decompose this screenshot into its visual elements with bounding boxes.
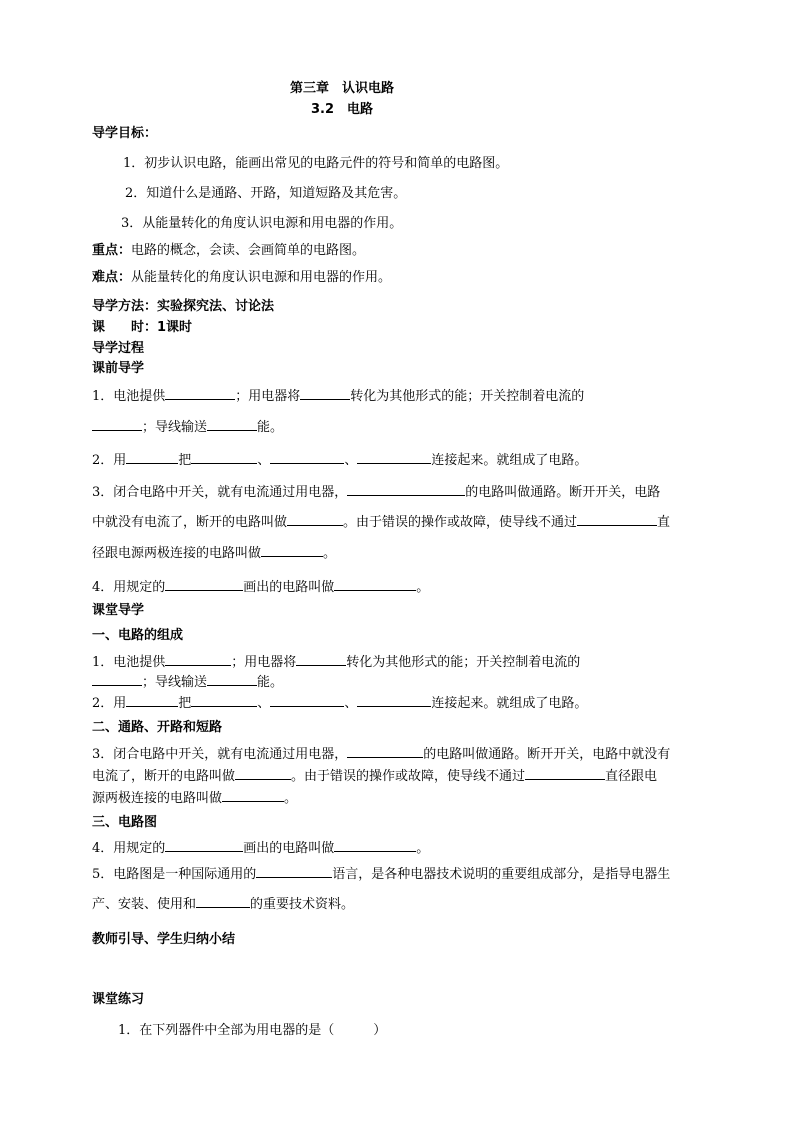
period-line bbox=[92, 319, 192, 337]
question-text: 的重要技术资料。 bbox=[250, 897, 355, 912]
objective-item: 3．从能量转化的角度认识电源和用电器的作用。 bbox=[121, 216, 403, 231]
page-subtitle: 3.2 电路 bbox=[310, 102, 374, 117]
method-line: 导学方法：实验探究法、讨论法 bbox=[92, 299, 275, 314]
practice-q1: 1．在下列器件中全部为用电器的是（ ） bbox=[118, 1023, 387, 1038]
fill-blank bbox=[126, 693, 178, 707]
question-text: 3．闭合电路中开关，就有电流通过用电器， bbox=[92, 485, 348, 500]
fill-blank bbox=[287, 512, 343, 526]
question-text: 、 bbox=[344, 453, 358, 468]
question-text: 5．电路图是一种国际通用的 bbox=[92, 867, 257, 882]
question-text: 转化为其他形式的能；开关控制着电流的 bbox=[346, 655, 581, 670]
fill-blank bbox=[261, 543, 323, 557]
question-text: 4．用规定的 bbox=[92, 841, 166, 856]
fill-blank bbox=[207, 417, 257, 431]
question-text: 把 bbox=[178, 696, 192, 711]
key-point bbox=[92, 242, 365, 260]
question-text: 。由于错误的操作或故障，使导线不通过 bbox=[343, 515, 578, 530]
fill-blank bbox=[235, 766, 291, 780]
difficult-point-text: 从能量转化的角度认识电源和用电器的作用。 bbox=[131, 270, 392, 285]
question-text: ；用电器将 bbox=[235, 389, 301, 404]
fill-blank bbox=[196, 894, 250, 908]
fill-blank bbox=[334, 838, 416, 852]
pre-class-q1-line1 bbox=[92, 386, 584, 406]
in-class-q3-line1 bbox=[92, 744, 670, 764]
question-text: 、 bbox=[257, 453, 271, 468]
question-text: 1．电池提供 bbox=[92, 655, 166, 670]
key-point-label: 重点： bbox=[92, 243, 132, 258]
fill-blank bbox=[270, 450, 344, 464]
fill-blank bbox=[92, 672, 142, 686]
question-text: 1．电池提供 bbox=[92, 389, 166, 404]
question-text: 、 bbox=[257, 696, 271, 711]
difficult-point bbox=[92, 269, 391, 287]
question-text: 把 bbox=[178, 453, 192, 468]
question-text: 能。 bbox=[257, 675, 284, 690]
question-text: 2．用 bbox=[92, 453, 127, 468]
pre-class-q4 bbox=[92, 577, 429, 597]
question-text: 电流了，断开的电路叫做 bbox=[92, 769, 236, 784]
section-heading: 一、电路的组成 bbox=[92, 628, 184, 643]
fill-blank bbox=[165, 577, 243, 591]
pre-class-heading: 课前导学 bbox=[92, 361, 145, 376]
question-text: 2．用 bbox=[92, 696, 127, 711]
process-heading: 导学过程 bbox=[92, 341, 145, 356]
question-text: 转化为其他形式的能；开关控制着电流的 bbox=[350, 389, 585, 404]
question-text: 。 bbox=[416, 841, 430, 856]
fill-blank bbox=[191, 450, 257, 464]
fill-blank bbox=[347, 744, 423, 758]
fill-blank bbox=[191, 693, 257, 707]
question-text: 源两极连接的电路叫做 bbox=[92, 791, 223, 806]
pre-class-q2 bbox=[92, 450, 587, 470]
fill-blank bbox=[222, 788, 284, 802]
objectives-heading: 导学目标： bbox=[92, 126, 158, 141]
question-text: 产、安装、使用和 bbox=[92, 897, 197, 912]
fill-blank bbox=[165, 838, 243, 852]
in-class-q3-line2 bbox=[92, 766, 657, 786]
difficult-point-label: 难点： bbox=[92, 270, 132, 285]
question-text: 直径跟电 bbox=[605, 769, 658, 784]
question-text: ；导线输送 bbox=[142, 420, 208, 435]
fill-blank bbox=[357, 693, 431, 707]
question-text: 。 bbox=[323, 546, 337, 561]
in-class-q4 bbox=[92, 838, 429, 858]
question-text: 。 bbox=[284, 791, 298, 806]
question-text: 直 bbox=[657, 515, 671, 530]
fill-blank bbox=[92, 417, 142, 431]
in-class-q2 bbox=[92, 693, 587, 713]
question-text: 画出的电路叫做 bbox=[243, 841, 335, 856]
pre-class-q3-line1 bbox=[92, 482, 660, 502]
fill-blank bbox=[296, 652, 346, 666]
section-heading: 二、通路、开路和短路 bbox=[92, 720, 223, 735]
summary-heading: 教师引导、学生归纳小结 bbox=[92, 932, 236, 947]
fill-blank bbox=[165, 652, 231, 666]
question-text: 。 bbox=[416, 580, 430, 595]
period-value: 1课时 bbox=[157, 320, 193, 335]
fill-blank bbox=[577, 512, 657, 526]
fill-blank bbox=[270, 693, 344, 707]
pre-class-q1-line2 bbox=[92, 417, 283, 437]
objective-item: 1．初步认识电路，能画出常见的电路元件的符号和简单的电路图。 bbox=[123, 156, 509, 171]
fill-blank bbox=[347, 482, 465, 496]
in-class-q5-line2 bbox=[92, 894, 354, 914]
section-heading: 三、电路图 bbox=[92, 815, 158, 830]
question-text: ；导线输送 bbox=[142, 675, 208, 690]
question-text: 连接起来。就组成了电路。 bbox=[431, 696, 588, 711]
page-title: 第三章 认识电路 bbox=[289, 81, 394, 96]
practice-heading: 课堂练习 bbox=[92, 992, 145, 1007]
fill-blank bbox=[334, 577, 416, 591]
question-text: ；用电器将 bbox=[231, 655, 297, 670]
question-text: 。由于错误的操作或故障，使导线不通过 bbox=[291, 769, 526, 784]
question-text: 的电路叫做通路。断开开关，电路中就没有 bbox=[423, 747, 671, 762]
question-text: 画出的电路叫做 bbox=[243, 580, 335, 595]
fill-blank bbox=[357, 450, 431, 464]
fill-blank bbox=[525, 766, 605, 780]
question-text: 连接起来。就组成了电路。 bbox=[431, 453, 588, 468]
question-text: 4．用规定的 bbox=[92, 580, 166, 595]
objective-item: 2．知道什么是通路、开路，知道短路及其危害。 bbox=[125, 186, 407, 201]
in-class-q1-line2 bbox=[92, 672, 283, 692]
question-text: 能。 bbox=[257, 420, 284, 435]
fill-blank bbox=[165, 386, 235, 400]
in-class-q3-line3 bbox=[92, 788, 297, 808]
fill-blank bbox=[256, 864, 332, 878]
question-text: 的电路叫做通路。断开开关，电路 bbox=[465, 485, 661, 500]
key-point-text: 电路的概念，会读、会画简单的电路图。 bbox=[131, 243, 366, 258]
fill-blank bbox=[126, 450, 178, 464]
question-text: 、 bbox=[344, 696, 358, 711]
in-class-q1-line1 bbox=[92, 652, 580, 672]
period-label: 课 时： bbox=[92, 320, 158, 335]
pre-class-q3-line2 bbox=[92, 512, 670, 532]
question-text: 3．闭合电路中开关，就有电流通过用电器， bbox=[92, 747, 348, 762]
fill-blank bbox=[300, 386, 350, 400]
question-text: 径跟电源两极连接的电路叫做 bbox=[92, 546, 262, 561]
pre-class-q3-line3 bbox=[92, 543, 336, 563]
in-class-heading: 课堂导学 bbox=[92, 603, 145, 618]
fill-blank bbox=[207, 672, 257, 686]
question-text: 中就没有电流了，断开的电路叫做 bbox=[92, 515, 288, 530]
question-text: 语言，是各种电器技术说明的重要组成部分，是指导电器生 bbox=[332, 867, 671, 882]
in-class-q5-line1 bbox=[92, 864, 670, 884]
